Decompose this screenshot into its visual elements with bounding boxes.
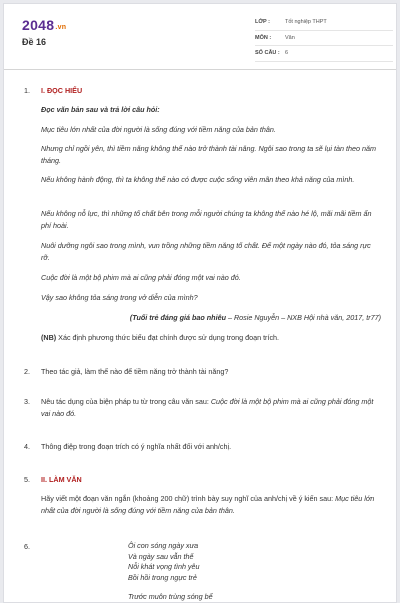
passage-paragraph-1: Mục tiêu lớn nhất của đời người là sống đúng với tiềm năng của bản thân. (41, 125, 276, 134)
meta-label: MÔN : (255, 34, 272, 41)
passage-paragraph-5: Nuôi dưỡng ngôi sao trong mình, vun trồng những tiềm năng tố chất. Để một ngày nào đó, tỏa sáng rực rỡ. (41, 241, 371, 262)
passage-paragraph-2: Nhưng chỉ ngồi yên, thì tiềm năng không thể nào trở thành tài năng. Ngôi sao trong ta sẽ lụi tàn theo năm tháng. (41, 144, 376, 165)
meta-row-class (255, 15, 393, 31)
site-logo[interactable] (22, 17, 66, 33)
section-reading: I. ĐỌC HIỂU (41, 86, 83, 95)
question-1-prompt: Xác định phương thức biểu đạt chính được sử dụng trong đoạn trích. (56, 333, 280, 342)
question-1-text (41, 332, 381, 344)
meta-row-subject (255, 31, 393, 47)
question-number-5: 5. (24, 475, 30, 484)
question-number-2: 2. (24, 367, 30, 376)
meta-label: LỚP : (255, 19, 270, 26)
passage-source (41, 312, 381, 324)
question-4-text: Thông điệp trong đoạn trích có ý nghĩa nhất đối với anh/chị. (41, 442, 232, 451)
source-title: (Tuổi trẻ đáng giá bao nhiêu (129, 313, 226, 322)
poem-line: Và ngày sau vẫn thế (128, 551, 194, 561)
exam-header (4, 4, 396, 70)
nb-tag: (NB) (41, 333, 57, 342)
question-number-1: 1. (24, 86, 30, 95)
poem-line: Trước muôn trùng sóng bể (128, 592, 213, 601)
exam-code: Đề 16 (22, 37, 47, 47)
poem-line: Ôi con sóng ngày xưa (128, 541, 199, 550)
passage-paragraph-3: Nếu không hành động, thì ta không thể nào có được cuộc sống viên mãn theo khả năng của mình. (41, 175, 355, 184)
question-3-quote: Cuộc đời là một bộ phim mà ai cũng phải đóng một vai nào đó. (41, 397, 374, 418)
meta-row-count (255, 46, 393, 62)
meta-value: Tốt nghiệp THPT (285, 19, 327, 26)
poem-line: Nỗi khát vọng tình yêu (128, 562, 200, 571)
meta-label: SỐ CÂU : (255, 50, 280, 57)
meta-value: 6 (285, 50, 289, 57)
poem-excerpt (128, 541, 328, 603)
question-5-quote: Mục tiêu lớn nhất của đời người là sống đúng với tiềm năng của bản thân. (41, 494, 375, 515)
exam-sheet (3, 3, 397, 603)
exam-meta-table (255, 15, 393, 62)
passage-paragraph-4: Nếu không nỗ lực, thì những tố chất bên trong mỗi người chúng ta không thể nào hé lộ, mãi mãi tiềm ẩn phí hoài. (41, 209, 372, 230)
question-3-text (41, 396, 381, 419)
question-5-text (41, 493, 381, 516)
question-number-3: 3. (24, 397, 30, 406)
source-details: – Rosie Nguyễn – NXB Hội nhà văn, 2017, tr77) (225, 313, 381, 322)
logo-suffix: .vn (55, 24, 67, 31)
reading-instruction: Đọc văn bản sau và trả lời câu hỏi: (41, 105, 160, 114)
section-writing: II. LÀM VĂN (41, 475, 82, 484)
poem-line: Bồi hồi trong ngực trẻ (128, 572, 197, 582)
question-3-prompt: Nêu tác dụng của biện pháp tu từ trong câu văn sau: (41, 397, 211, 406)
passage-paragraph-7: Vậy sao không tỏa sáng trong vở diễn của mình? (41, 293, 198, 302)
question-5-prompt: Hãy viết một đoạn văn ngắn (khoảng 200 chữ) trình bày suy nghĩ của anh/chị về ý kiến sau: (41, 494, 336, 503)
meta-value: Văn (285, 34, 295, 41)
question-number-4: 4. (24, 442, 30, 451)
logo-text: 2048 (22, 17, 55, 33)
question-2-text: Theo tác giả, làm thế nào để tiềm năng trở thành tài năng? (41, 367, 229, 376)
question-number-6: 6. (24, 542, 30, 551)
passage-paragraph-6: Cuộc đời là một bộ phim mà ai cũng phải đóng một vai nào đó. (41, 273, 241, 282)
